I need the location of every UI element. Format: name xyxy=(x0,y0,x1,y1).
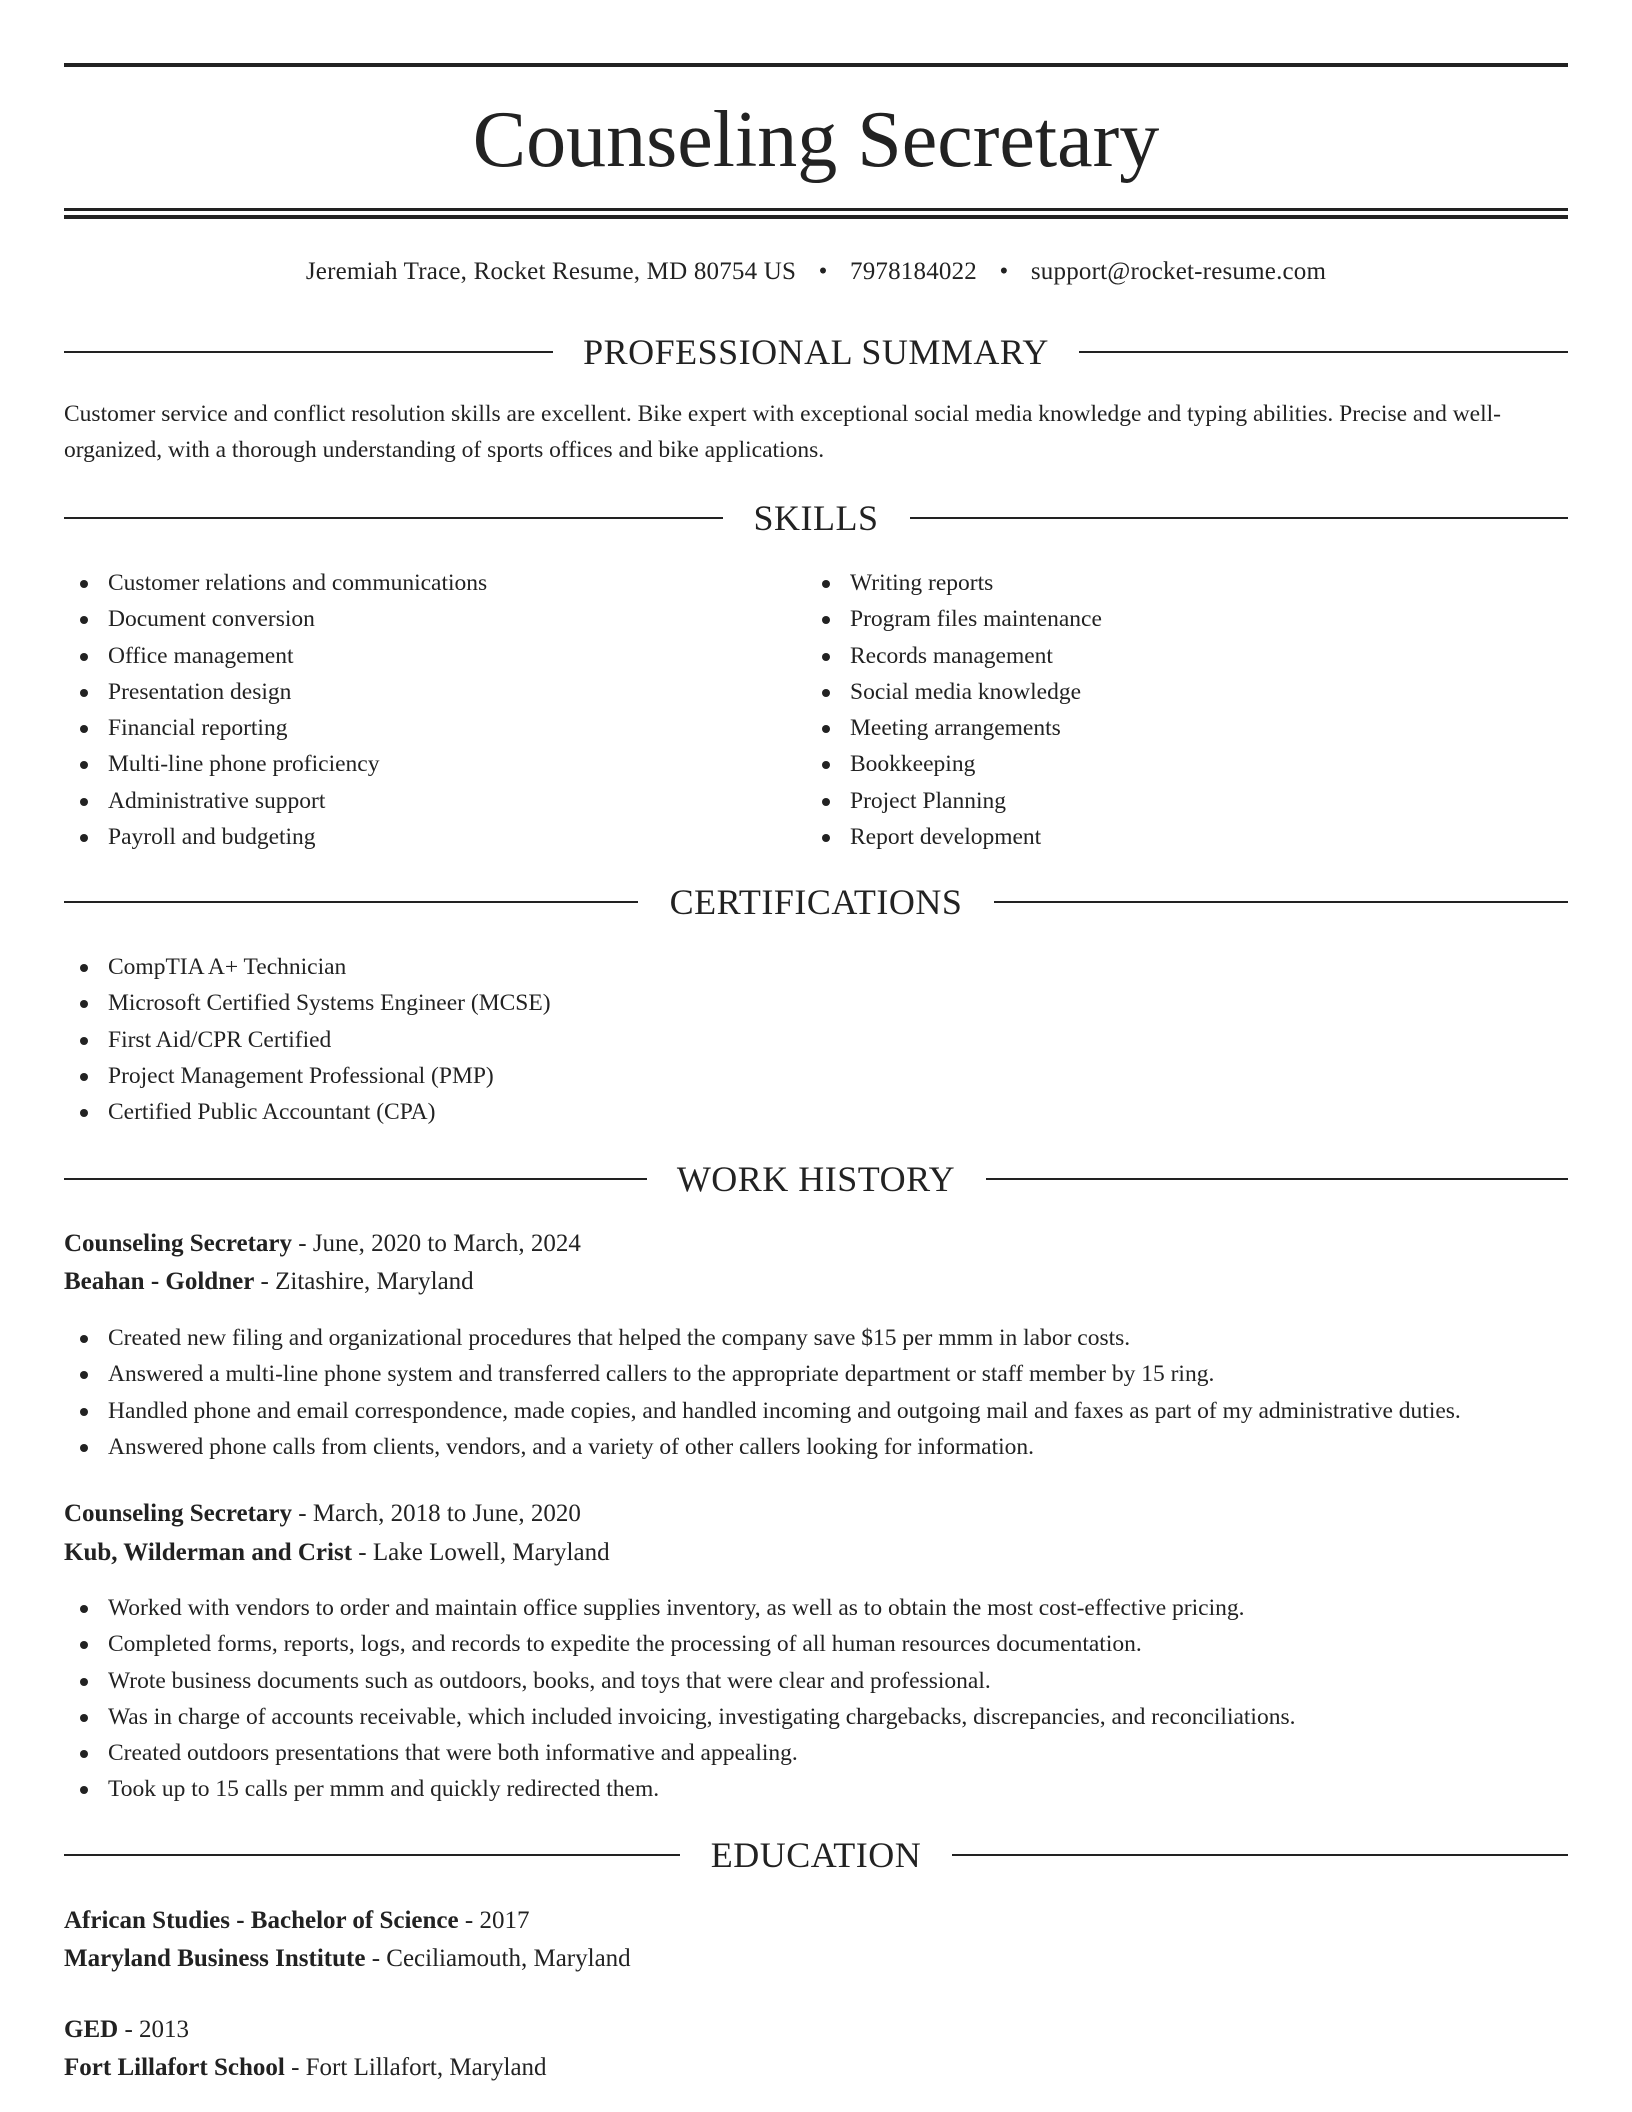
list-item: Created new filing and organizational procedures that helped the company save $15 per mmm in labor costs. xyxy=(64,1320,1461,1356)
heading-rule-right xyxy=(952,1854,1568,1856)
list-item: Presentation design xyxy=(64,674,487,710)
education-school-line xyxy=(64,2050,547,2086)
list-item: Office management xyxy=(64,638,487,674)
job-title-line xyxy=(64,1226,581,1262)
list-item: Handled phone and email correspondence, made copies, and handled incoming and outgoing mail and faxes as part of my administrative duties. xyxy=(64,1393,1461,1429)
contact-phone: 7978184022 xyxy=(850,258,977,285)
list-item: Meeting arrangements xyxy=(806,710,1102,746)
education-location: - Fort Lillafort, Maryland xyxy=(284,2054,547,2081)
education-heading-label: EDUCATION xyxy=(710,1835,922,1875)
certifications-heading-label: CERTIFICATIONS xyxy=(669,882,963,922)
skills-heading-label: SKILLS xyxy=(753,498,879,538)
work-history-heading-label: WORK HISTORY xyxy=(676,1159,956,1199)
list-item: Bookkeeping xyxy=(806,746,1102,782)
education-degree: GED xyxy=(64,2016,119,2043)
list-item: Document conversion xyxy=(64,601,487,637)
contact-separator: • xyxy=(999,258,1009,285)
list-item: Payroll and budgeting xyxy=(64,819,487,855)
contact-line xyxy=(64,254,1568,290)
heading-rule-right xyxy=(994,901,1568,903)
education-degree-line xyxy=(64,2012,189,2048)
education-degree-line xyxy=(64,1903,529,1939)
heading-rule-right xyxy=(910,517,1568,519)
list-item: Report development xyxy=(806,819,1102,855)
contact-address: Jeremiah Trace, Rocket Resume, MD 80754 US xyxy=(305,258,797,285)
heading-rule-right xyxy=(986,1178,1568,1180)
summary-heading-label: PROFESSIONAL SUMMARY xyxy=(583,332,1049,372)
education-degree: African Studies - Bachelor of Science xyxy=(64,1907,459,1934)
job-company: Beahan - Goldner xyxy=(64,1268,255,1295)
list-item: Financial reporting xyxy=(64,710,487,746)
job-dates: - June, 2020 to March, 2024 xyxy=(292,1230,581,1257)
list-item: Multi-line phone proficiency xyxy=(64,746,487,782)
list-item: Worked with vendors to order and maintain office supplies inventory, as well as to obtain the most cost-effective pricing. xyxy=(64,1590,1295,1626)
list-item: Created outdoors presentations that were both informative and appealing. xyxy=(64,1735,1295,1771)
list-item: First Aid/CPR Certified xyxy=(64,1022,551,1058)
list-item: Records management xyxy=(806,638,1102,674)
summary-heading xyxy=(64,330,1568,374)
job-company-line xyxy=(64,1264,474,1300)
job-location: - Zitashire, Maryland xyxy=(254,1268,474,1295)
title-rule-upper xyxy=(64,208,1568,211)
education-school: Maryland Business Institute xyxy=(64,1945,366,1972)
skills-heading xyxy=(64,496,1568,540)
education-location: - Ceciliamouth, Maryland xyxy=(365,1945,631,1972)
job-location: - Lake Lowell, Maryland xyxy=(352,1539,610,1566)
job-title: Counseling Secretary xyxy=(64,1230,292,1257)
education-school-line xyxy=(64,1941,631,1977)
list-item: Writing reports xyxy=(806,565,1102,601)
education-heading xyxy=(64,1833,1568,1877)
contact-email: support@rocket-resume.com xyxy=(1030,258,1327,285)
education-school: Fort Lillafort School xyxy=(64,2054,285,2081)
list-item: CompTIA A+ Technician xyxy=(64,949,551,985)
job-company-line xyxy=(64,1535,610,1571)
list-item: Completed forms, reports, logs, and records to expedite the processing of all human resources documentation. xyxy=(64,1626,1295,1662)
job-bullets xyxy=(64,1590,1295,1808)
list-item: Answered phone calls from clients, vendors, and a variety of other callers looking for information. xyxy=(64,1429,1461,1465)
summary-text: Customer service and conflict resolution skills are excellent. Bike expert with exceptional social media knowledge and typing abilities. Precise and well-organized, with a thorough understanding of sports offices and bike applications. xyxy=(64,401,1501,463)
education-year: - 2013 xyxy=(118,2016,190,2043)
list-item: Answered a multi-line phone system and transferred callers to the appropriate department or staff member by 15 ring. xyxy=(64,1356,1461,1392)
title-rule-lower xyxy=(64,215,1568,219)
education-year: - 2017 xyxy=(458,1907,530,1934)
heading-rule-right xyxy=(1079,351,1568,353)
list-item: Project Management Professional (PMP) xyxy=(64,1058,551,1094)
list-item: Took up to 15 calls per mmm and quickly redirected them. xyxy=(64,1771,1295,1807)
resume-title: Counseling Secretary xyxy=(472,96,1160,184)
job-company: Kub, Wilderman and Crist xyxy=(64,1539,353,1566)
list-item: Customer relations and communications xyxy=(64,565,487,601)
skills-list-left xyxy=(64,565,487,855)
skills-list-right xyxy=(806,565,1102,855)
list-item: Project Planning xyxy=(806,783,1102,819)
certifications-heading xyxy=(64,880,1568,924)
certifications-list xyxy=(64,949,551,1130)
top-rule xyxy=(64,63,1568,67)
work-history-heading xyxy=(64,1157,1568,1201)
job-dates: - March, 2018 to June, 2020 xyxy=(292,1500,581,1527)
contact-separator: • xyxy=(818,258,828,285)
list-item: Microsoft Certified Systems Engineer (MCSE) xyxy=(64,985,551,1021)
job-title: Counseling Secretary xyxy=(64,1500,292,1527)
list-item: Administrative support xyxy=(64,783,487,819)
list-item: Wrote business documents such as outdoors, books, and toys that were clear and professional. xyxy=(64,1663,1295,1699)
job-bullets xyxy=(64,1320,1461,1465)
list-item: Program files maintenance xyxy=(806,601,1102,637)
list-item: Certified Public Accountant (CPA) xyxy=(64,1094,551,1130)
job-title-line xyxy=(64,1496,581,1532)
list-item: Was in charge of accounts receivable, which included invoicing, investigating chargebacks, discrepancies, and reconciliations. xyxy=(64,1699,1295,1735)
list-item: Social media knowledge xyxy=(806,674,1102,710)
